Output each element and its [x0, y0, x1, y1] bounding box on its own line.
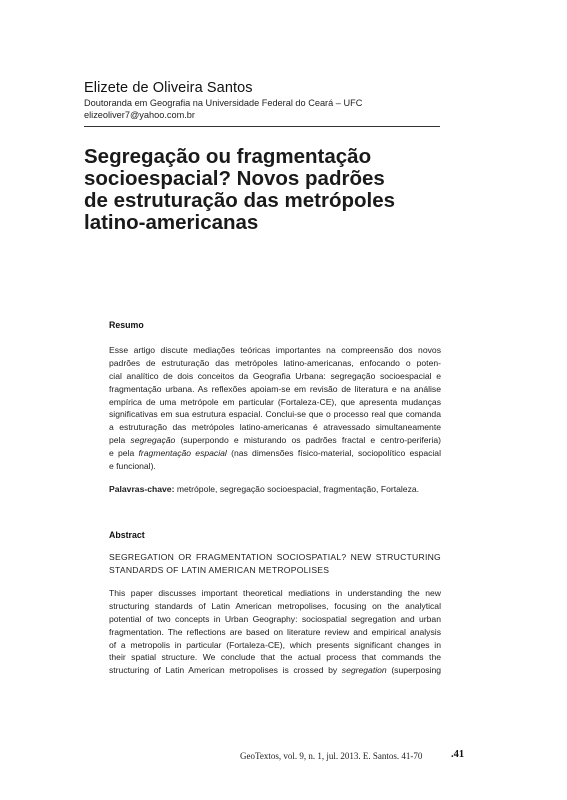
resumo-line — [109, 434, 441, 447]
abstract-line: of a metropolis in particular (Fortaleza-CE), which presents significant changes in — [109, 639, 441, 650]
abstract-line: This paper discusses important theoretical mediations in understanding the new — [109, 588, 441, 598]
keywords-list: metrópole, segregação socioespacial, fragmentação, Fortaleza. — [174, 484, 420, 494]
resumo-body — [109, 344, 441, 473]
resumo-text: (nas dimensões físico-material, sociopolítico espacial — [226, 448, 441, 459]
abstract-title-line: STANDARDS OF LATIN AMERICAN METROPOLISES — [109, 564, 330, 575]
resumo-emphasis: fragmentação espacial — [138, 448, 227, 459]
resumo-text: (superpondo e misturando os padrões fractal e centro-periferia) — [175, 435, 442, 446]
article-title — [84, 146, 464, 234]
abstract-title-line: SEGREGATION OR FRAGMENTATION SOCIOSPATIAL? NEW STRUCTURING — [109, 552, 441, 562]
author-block — [84, 80, 440, 121]
resumo-line: a estruturação das metrópoles latino-americanas é atravessado simultaneamente — [109, 422, 441, 433]
author-name: Elizete de Oliveira Santos — [84, 80, 253, 96]
abstract-emphasis: segregation — [341, 665, 387, 676]
resumo-text: pela — [109, 435, 131, 446]
keywords-line — [109, 483, 441, 496]
resumo-emphasis: segregação — [130, 435, 176, 446]
resumo-line: empírica de uma metrópole em particular (Fortaleza-CE), que apresenta mudanças — [109, 396, 441, 407]
keywords-label: Palavras-chave: — [109, 484, 175, 494]
title-line: Segregação ou fragmentação — [84, 145, 372, 168]
abstract-text: structuring of Latin American metropolises is crossed by — [109, 665, 342, 676]
resumo-line: significativas em sua estrutura espacial. Conclui-se que o processo real que comanda — [109, 409, 441, 420]
abstract-line: their spatial structure. We conclude that the actual process that commands the — [109, 652, 441, 663]
abstract-line: fragmentation. The reflections are based on literature review and empirical analysis — [109, 626, 441, 637]
abstract-heading: Abstract — [109, 530, 145, 540]
resumo-heading: Resumo — [109, 320, 144, 330]
abstract-title — [109, 551, 441, 577]
resumo-line: cial analítico de dois conceitos da Geografia Urbana: segregação socioespacial e — [109, 370, 441, 381]
title-line: de estruturação das metrópoles — [84, 189, 396, 212]
title-line: latino-americanas — [84, 211, 259, 234]
abstract-body — [109, 587, 441, 677]
keywords — [109, 483, 441, 496]
abstract-line: structuring standards of Latin American metropolises, focusing on the analytical — [109, 600, 441, 611]
author-email: elizeoliver7@yahoo.com.br — [84, 110, 195, 120]
resumo-text: e pela — [109, 448, 139, 459]
resumo-line: fragmentação urbana. As reflexões apoiam-se em revisão de literatura e na análise — [109, 383, 441, 394]
title-line: socioespacial? Novos padrões — [84, 167, 385, 190]
author-divider — [84, 126, 440, 127]
page-number: .41 — [451, 749, 465, 760]
resumo-line: Esse artigo discute mediações teóricas importantes na compreensão dos novos — [109, 345, 441, 355]
abstract-text: (superposing — [386, 665, 442, 676]
resumo-line — [109, 447, 441, 460]
resumo-line: padrões de estruturação das metrópoles latino-americanas, enfocando o poten- — [109, 357, 441, 368]
resumo-line: e funcional). — [109, 461, 156, 472]
author-affiliation: Doutoranda em Geografia na Universidade Federal do Ceará – UFC — [84, 98, 363, 108]
abstract-line — [109, 664, 441, 677]
journal-citation: GeoTextos, vol. 9, n. 1, jul. 2013. E. Santos. 41-70 — [240, 751, 423, 761]
abstract-line: potential of two concepts in Urban Geography: sociospatial segregation and urban — [109, 613, 441, 624]
